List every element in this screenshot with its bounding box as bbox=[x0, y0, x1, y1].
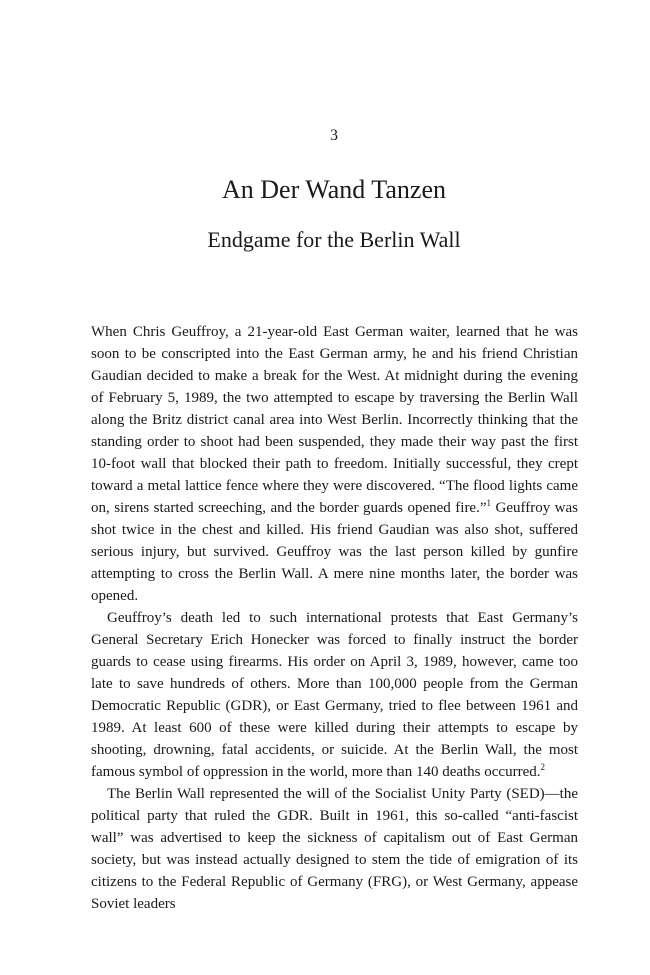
paragraph-text-continued: Geuffroy was shot twice in the chest and killed. His friend Gaudian was also shot, suffered serious injury, but survived. Geuffroy was the last person killed by gunfire attempting to cross the Berlin Wall. A mere nine months later, the border was opened. bbox=[91, 500, 578, 604]
chapter-number: 3 bbox=[330, 127, 338, 144]
chapter-title: An Der Wand Tanzen bbox=[222, 175, 446, 204]
paragraph-text: Geuffroy’s death led to such international protests that East Germany’s General Secretary Erich Honecker was forced to finally instruct the border guards to cease using firearms. His order on April 3, 1989, however, came too late to save hundreds of others. More than 100,000 people from the German Democratic Republic (GDR), or East Germany, tried to flee between 1961 and 1989. At least 600 of these were killed during their attempts to escape by shooting, drowning, fatal accidents, or suicide. At the Berlin Wall, the most famous symbol of oppression in the world, more than 140 deaths occurred. bbox=[91, 610, 578, 780]
chapter-body bbox=[91, 321, 578, 915]
footnote-ref-1: 1 bbox=[486, 498, 492, 508]
chapter-subtitle: Endgame for the Berlin Wall bbox=[207, 227, 461, 252]
paragraph-3 bbox=[91, 783, 578, 915]
paragraph-1 bbox=[91, 321, 578, 607]
paragraph-2 bbox=[91, 607, 578, 783]
footnote-ref-2: 2 bbox=[540, 762, 545, 772]
paragraph-text: When Chris Geuffroy, a 21-year-old East German waiter, learned that he was soon to be conscripted into the East German army, he and his friend Christian Gaudian decided to make a break for the West. At midnight during the evening of February 5, 1989, the two attempted to escape by traversing the Berlin Wall along the Britz district canal area into West Berlin. Incorrectly thinking that the standing order to shoot had been suspended, they made their way past the first 10-foot wall that blocked their path to freedom. Initially successful, they crept toward a metal lattice fence where they were discovered. “The flood lights came on, sirens started screeching, and the border guards opened fire.” bbox=[91, 324, 578, 516]
paragraph-text: The Berlin Wall represented the will of the Socialist Unity Party (SED)—the political party that ruled the GDR. Built in 1961, this so-called “anti-fascist wall” was advertised to keep the sickness of capitalism out of East German society, but was instead actually designed to stem the tide of emigration of its citizens to the Federal Republic of Germany (FRG), or West Germany, appease Soviet leaders bbox=[91, 786, 578, 912]
